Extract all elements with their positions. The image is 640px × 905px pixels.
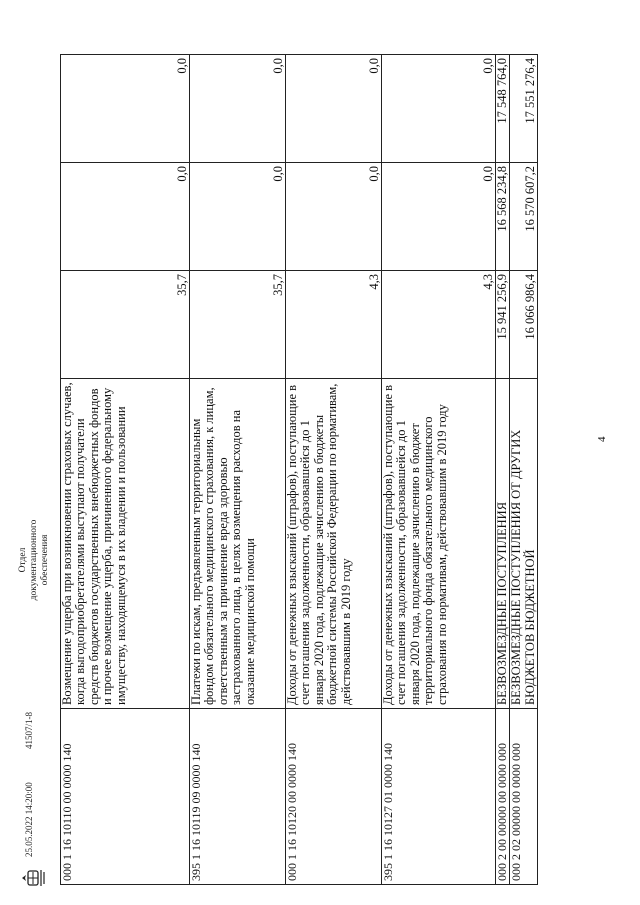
row-code: 000 2 02 00000 00 0000 000 xyxy=(510,709,538,885)
table-row xyxy=(61,55,190,885)
row-code: 000 1 16 10110 00 0000 140 xyxy=(61,709,190,885)
row-code: 000 1 16 10120 00 0000 140 xyxy=(286,709,382,885)
row-code: 000 2 00 00000 00 0000 000 xyxy=(496,709,510,885)
table-row xyxy=(510,55,538,885)
row-code: 395 1 16 10119 09 0000 140 xyxy=(190,709,286,885)
row-value-1: 4,3 xyxy=(286,271,382,379)
row-description: Доходы от денежных взысканий (штрафов), поступающие в счет погашения задолженности, образовавшейся до 1 января 2020 года, подлежащие зачислению в бюджет территориального фонда обязательного медицинского страхования по нормативам, действовавшим в 2019 году xyxy=(382,379,496,709)
row-value-1: 35,7 xyxy=(190,271,286,379)
row-value-2: 16 568 234,8 xyxy=(496,163,510,271)
row-description: Доходы от денежных взысканий (штрафов), поступающие в счет погашения задолженности, образовавшейся до 1 января 2020 года, подлежащие зачислению в бюджеты бюджетной системы Российской Федерации по нормативам, действовавшим в 2019 году xyxy=(286,379,382,709)
row-code: 395 1 16 10127 01 0000 140 xyxy=(382,709,496,885)
row-value-2: 0,0 xyxy=(286,163,382,271)
row-value-3: 17 548 764,0 xyxy=(496,55,510,163)
row-description: Возмещение ущерба при возникновении страховых случаев, когда выгодоприобретателями выступают получатели средств бюджетов государственных внебюджетных фондов и прочее возмещение ущерба, причиненного федеральному имуществу, находящемуся в их владении и пользовании xyxy=(61,379,190,709)
table-row xyxy=(190,55,286,885)
row-value-3: 17 551 276,4 xyxy=(510,55,538,163)
row-value-3: 0,0 xyxy=(190,55,286,163)
row-value-3: 0,0 xyxy=(382,55,496,163)
footer-doc-number: 41507/1-8 xyxy=(24,712,34,749)
row-value-1: 16 066 986,4 xyxy=(510,271,538,379)
row-description: БЕЗВОЗМЕЗДНЫЕ ПОСТУПЛЕНИЯ ОТ ДРУГИХ БЮДЖЕТОВ БЮДЖЕТНОЙ xyxy=(510,379,538,709)
row-value-3: 0,0 xyxy=(286,55,382,163)
row-value-2: 0,0 xyxy=(382,163,496,271)
table-row xyxy=(286,55,382,885)
table-row xyxy=(382,55,496,885)
row-value-1: 15 941 256,9 xyxy=(496,271,510,379)
row-value-2: 0,0 xyxy=(190,163,286,271)
row-value-2: 0,0 xyxy=(61,163,190,271)
department-stamp: Отдел документационного обеспечения xyxy=(18,519,50,601)
row-value-2: 16 570 607,2 xyxy=(510,163,538,271)
footer-datetime: 25.05.2022 14:20:00 xyxy=(24,782,34,857)
row-value-3: 0,0 xyxy=(61,55,190,163)
row-description: Платежи по искам, предъявленным территориальным фондом обязательного медицинского страхования, к лицам, ответственным за причинение вреда здоровью застрахованного лица, в целях возмещения расходов на оказание медицинской помощи xyxy=(190,379,286,709)
row-description: БЕЗВОЗМЕЗДНЫЕ ПОСТУПЛЕНИЯ xyxy=(496,379,510,709)
row-value-1: 35,7 xyxy=(61,271,190,379)
emblem-icon xyxy=(20,866,46,890)
page-number: 4 xyxy=(596,436,608,442)
table-row xyxy=(496,55,510,885)
revenue-table xyxy=(60,54,538,885)
row-value-1: 4,3 xyxy=(382,271,496,379)
